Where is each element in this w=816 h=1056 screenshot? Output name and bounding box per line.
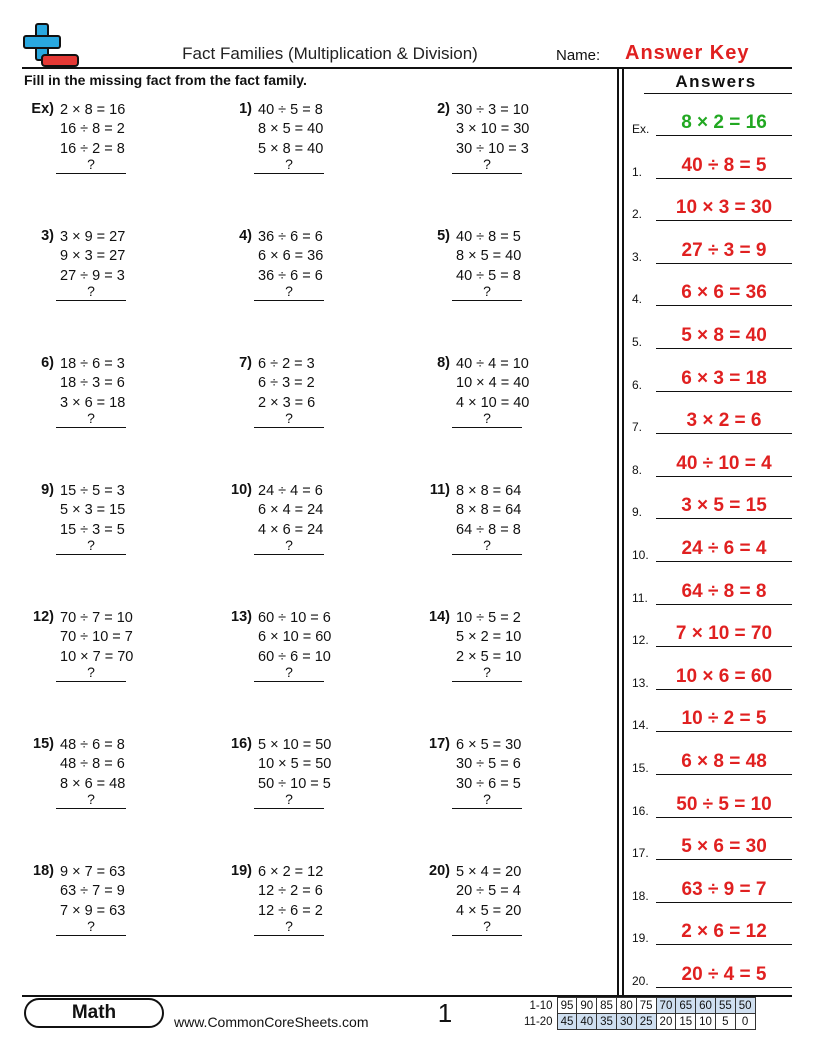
answer-number: 15. [632,761,649,775]
answer-line [656,348,792,349]
answer-value: 10 ÷ 2 = 5 [681,708,767,730]
answer-value: 27 ÷ 3 = 9 [681,239,767,261]
score-cell: 15 [676,1014,696,1030]
answer-row [632,873,792,903]
answer-blank[interactable]: ? [254,791,324,809]
answer-number: 12. [632,633,649,648]
fact-list [456,355,529,413]
answer-line [656,689,792,690]
fact-line: 8 × 5 = 40 [456,248,522,265]
score-cell: 90 [577,998,597,1014]
name-label: Name: [556,47,601,64]
answer-number: 7. [632,420,643,435]
problem-number: 10) [231,482,252,498]
answer-line [656,135,792,136]
answer-line [656,987,792,988]
problem-number: 19) [231,863,252,879]
answer-row [632,276,792,306]
answer-blank[interactable]: ? [254,283,324,301]
fact-line: 8 × 8 = 64 [456,483,522,499]
fact-line: 6 × 5 = 30 [456,737,522,753]
fact-line: 6 ÷ 3 = 2 [258,375,315,392]
fact-line: 6 ÷ 2 = 3 [258,356,315,372]
answer-value: 63 ÷ 9 = 7 [681,878,767,900]
fact-line: 3 × 9 = 27 [60,229,126,245]
fact-line: 48 ÷ 6 = 8 [60,737,125,753]
answer-value: 6 × 6 = 36 [681,282,767,304]
fact-list [456,609,521,667]
answer-number: 18. [632,888,649,903]
answer-row [632,830,792,860]
fact-line: 50 ÷ 10 = 5 [258,775,331,792]
score-cell: 5 [715,1014,735,1030]
answer-key-label: Answer Key [625,42,750,64]
answer-value: 40 ÷ 8 = 5 [681,154,767,176]
fact-list [60,609,133,667]
answer-blank[interactable]: ? [56,156,126,174]
answer-line [656,518,792,519]
fact-line: 3 × 6 = 18 [60,394,126,411]
fact-line: 5 × 10 = 50 [258,737,332,753]
problem-number: 18) [33,863,54,879]
fact-line: 18 ÷ 6 = 3 [60,356,125,372]
page-number: 1 [437,998,453,1028]
answer-number: 16. [632,803,649,818]
problem-number: 7) [239,355,252,371]
answer-number: 8. [632,462,643,477]
answer-row [632,958,792,988]
fact-line: 48 ÷ 8 = 6 [60,756,125,773]
answer-row [632,532,792,562]
answer-value: 3 × 2 = 6 [686,410,762,432]
problem-number: 8) [437,355,450,371]
fact-line: 27 ÷ 9 = 3 [60,267,125,284]
fact-line: 40 ÷ 4 = 10 [456,356,529,372]
score-cell: 55 [715,998,735,1014]
fact-list [258,609,331,667]
score-cell: 95 [557,998,577,1014]
fact-line: 30 ÷ 6 = 5 [456,775,521,792]
answer-value: 6 × 3 = 18 [681,367,767,389]
answer-row [632,234,792,264]
score-cell: 85 [597,998,617,1014]
fact-line: 16 ÷ 2 = 8 [60,140,125,157]
fact-list [60,863,125,921]
fact-line: 40 ÷ 5 = 8 [258,102,323,118]
answer-blank[interactable]: ? [254,156,324,174]
problem-number: 2) [437,101,450,117]
answer-blank[interactable]: ? [254,537,324,555]
answer-row [632,319,792,349]
answer-blank[interactable]: ? [56,537,126,555]
answer-number: 17. [632,846,649,861]
fact-line: 40 ÷ 8 = 5 [456,229,521,245]
answer-line [656,263,792,264]
answer-row [632,575,792,605]
answer-value: 2 × 6 = 12 [681,921,767,943]
fact-list [60,228,125,286]
answer-line [656,646,792,647]
fact-line: 2 × 8 = 16 [60,102,126,118]
answer-line [656,859,792,860]
score-row [524,1014,755,1030]
answer-blank[interactable]: ? [452,410,522,428]
score-table [524,997,756,1030]
fact-line: 36 ÷ 6 = 6 [258,267,323,284]
fact-line: 12 ÷ 2 = 6 [258,883,323,900]
fact-list [258,355,315,413]
score-cell: 65 [676,998,696,1014]
fact-list [60,101,125,159]
score-cell: 45 [557,1014,577,1030]
fact-line: 16 ÷ 8 = 2 [60,121,125,138]
problem-number: 11) [429,482,450,498]
answer-number: 3. [632,249,643,264]
fact-line: 10 × 7 = 70 [60,648,134,665]
answer-row [632,447,792,477]
fact-list [258,228,323,286]
fact-line: 15 ÷ 5 = 3 [60,483,125,499]
answer-blank[interactable]: ? [254,918,324,936]
fact-line: 24 ÷ 4 = 6 [258,483,323,499]
fact-list [258,736,331,794]
fact-line: 4 × 10 = 40 [456,394,530,411]
answer-value: 7 × 10 = 70 [675,623,773,645]
problem-number: 6) [41,355,54,371]
fact-line: 6 × 10 = 60 [258,629,332,646]
fact-line: 10 ÷ 5 = 2 [456,610,521,626]
answer-row [632,489,792,519]
fact-list [456,101,529,159]
problem-number: 15) [33,736,54,752]
score-cell: 50 [735,998,755,1014]
answer-value: 5 × 6 = 30 [681,836,767,858]
fact-line: 4 × 5 = 20 [456,902,522,919]
answer-line [656,178,792,179]
answer-value: 6 × 8 = 48 [681,751,767,772]
answer-number: 19. [632,931,649,946]
answer-number: 6. [632,377,643,392]
fact-list [60,736,125,794]
answer-blank[interactable]: ? [56,791,126,809]
fact-line: 8 × 5 = 40 [258,121,324,138]
fact-line: 2 × 5 = 10 [456,648,522,665]
fact-list [60,482,125,540]
fact-line: 40 ÷ 5 = 8 [456,267,521,284]
score-cell: 0 [735,1014,755,1030]
answer-number: Ex. [632,122,650,136]
problem-number: 20) [429,863,450,879]
answer-number: 10. [632,548,649,562]
fact-line: 70 ÷ 10 = 7 [60,629,133,646]
answer-number: 9. [632,505,643,520]
answer-row [632,362,792,392]
score-cell: 60 [696,998,716,1014]
fact-line: 5 × 2 = 10 [456,629,522,646]
answer-blank[interactable]: ? [56,283,126,301]
answer-blank[interactable]: ? [452,918,522,936]
score-cell: 25 [636,1014,656,1030]
answer-blank[interactable]: ? [254,410,324,428]
fact-line: 36 ÷ 6 = 6 [258,229,323,245]
answers-heading: Answers [675,72,757,91]
fact-line: 2 × 3 = 6 [258,394,316,411]
problem-number: 3) [41,228,54,244]
fact-line: 9 × 7 = 63 [60,864,126,880]
fact-line: 12 ÷ 6 = 2 [258,902,323,919]
answer-row [632,915,792,945]
problem-number: 9) [41,482,54,498]
answer-row [632,617,792,647]
fact-line: 60 ÷ 10 = 6 [258,610,331,626]
fact-list [456,228,521,286]
answer-blank[interactable]: ? [56,664,126,682]
answer-row [632,149,792,179]
answer-value: 40 ÷ 10 = 4 [676,452,772,474]
answer-value: 10 × 6 = 60 [675,665,773,687]
fact-line: 4 × 6 = 24 [258,521,324,538]
fact-line: 64 ÷ 8 = 8 [456,521,521,538]
fact-line: 30 ÷ 5 = 6 [456,756,521,773]
answer-blank[interactable]: ? [452,664,522,682]
answer-line [656,305,792,306]
problem-number: 12) [33,609,54,625]
problem-number: 14) [429,609,450,625]
answer-number: 20. [632,974,649,988]
answer-line [656,902,792,903]
answer-line [656,433,792,434]
answers-heading-underline [644,93,792,94]
problem-number: 16) [231,736,252,752]
header-rule [22,67,792,69]
answer-number: 11. [632,590,648,605]
answer-line [656,220,792,221]
answer-value: 10 × 3 = 30 [675,197,773,219]
problem-number: 5) [437,228,450,244]
fact-line: 63 ÷ 7 = 9 [60,883,125,900]
answer-value: 8 × 2 = 16 [681,112,767,133]
fact-list [456,736,521,794]
fact-line: 6 × 4 = 24 [258,502,324,519]
fact-line: 9 × 3 = 27 [60,248,126,265]
worksheet-title: Fact Families (Multiplication & Division) [182,44,478,63]
score-row-label: 11-20 [524,1015,553,1028]
fact-line: 6 × 6 = 36 [258,248,324,265]
fact-line: 18 ÷ 3 = 6 [60,375,125,392]
fact-line: 70 ÷ 7 = 10 [60,610,133,626]
answer-number: 2. [632,207,643,222]
column-divider [617,68,619,995]
column-divider [622,68,624,995]
answer-number: 1. [632,164,643,179]
fact-line: 15 ÷ 3 = 5 [60,521,125,538]
answer-number: 4. [632,292,643,307]
answer-row [632,106,792,136]
fact-line: 8 × 6 = 48 [60,775,126,792]
score-cell: 80 [616,998,636,1014]
score-cell: 10 [696,1014,716,1030]
score-cell: 40 [577,1014,597,1030]
score-cell: 75 [636,998,656,1014]
problem-number: 13) [231,609,252,625]
answer-line [656,944,792,945]
fact-line: 30 ÷ 10 = 3 [456,140,529,157]
fact-line: 30 ÷ 3 = 10 [456,102,529,118]
answer-value: 3 × 5 = 15 [681,495,767,517]
fact-line: 6 × 2 = 12 [258,864,324,880]
fact-line: 10 × 4 = 40 [456,375,530,392]
subject-badge: Math [24,998,164,1028]
answer-line [656,476,792,477]
problem-number: 4) [239,228,252,244]
fact-list [258,101,323,159]
answer-blank[interactable]: ? [56,918,126,936]
problem-number: Ex) [31,101,54,117]
answer-row [632,191,792,221]
fact-line: 8 × 8 = 64 [456,502,522,519]
answer-number: 5. [632,335,643,349]
instructions: Fill in the missing fact from the fact family. [24,72,307,88]
answer-line [656,604,792,605]
answer-value: 5 × 8 = 40 [681,325,767,346]
answer-number: 13. [632,675,649,690]
fact-list [60,355,125,413]
problem-number: 1) [239,101,252,117]
answer-row [632,702,792,732]
score-cell: 35 [597,1014,617,1030]
score-cell: 30 [616,1014,636,1030]
answer-blank[interactable]: ? [254,664,324,682]
fact-line: 60 ÷ 6 = 10 [258,648,331,665]
score-cell: 20 [656,1014,676,1030]
score-row-label: 1-10 [529,999,553,1012]
answer-row [632,660,792,690]
problem-number: 17) [429,736,450,752]
answer-row [632,404,792,434]
fact-line: 10 × 5 = 50 [258,756,332,773]
answer-blank[interactable]: ? [452,156,522,174]
answer-value: 20 ÷ 4 = 5 [681,964,767,985]
answer-line [656,561,792,562]
answer-blank[interactable]: ? [452,283,522,301]
fact-list [258,863,323,921]
answer-row [632,788,792,818]
fact-line: 5 × 4 = 20 [456,864,522,880]
answer-row [632,745,792,775]
fact-line: 5 × 3 = 15 [60,502,126,519]
website-link[interactable]: www.CommonCoreSheets.com [174,1014,369,1030]
fact-list [456,482,521,540]
fact-line: 20 ÷ 5 = 4 [456,883,521,900]
answer-blank[interactable]: ? [56,410,126,428]
answer-line [656,774,792,775]
answer-value: 50 ÷ 5 = 10 [676,793,772,815]
fact-list [258,482,323,540]
answer-line [656,731,792,732]
fact-line: 7 × 9 = 63 [60,902,126,919]
answer-line [656,391,792,392]
answer-number: 14. [632,718,649,733]
answer-line [656,817,792,818]
score-row [524,998,755,1014]
fact-list [456,863,521,921]
answer-value: 64 ÷ 8 = 8 [681,580,767,602]
answer-blank[interactable]: ? [452,791,522,809]
score-cell: 70 [656,998,676,1014]
fact-line: 5 × 8 = 40 [258,140,324,157]
answer-blank[interactable]: ? [452,537,522,555]
fact-line: 3 × 10 = 30 [456,121,530,138]
answer-value: 24 ÷ 6 = 4 [681,538,767,559]
